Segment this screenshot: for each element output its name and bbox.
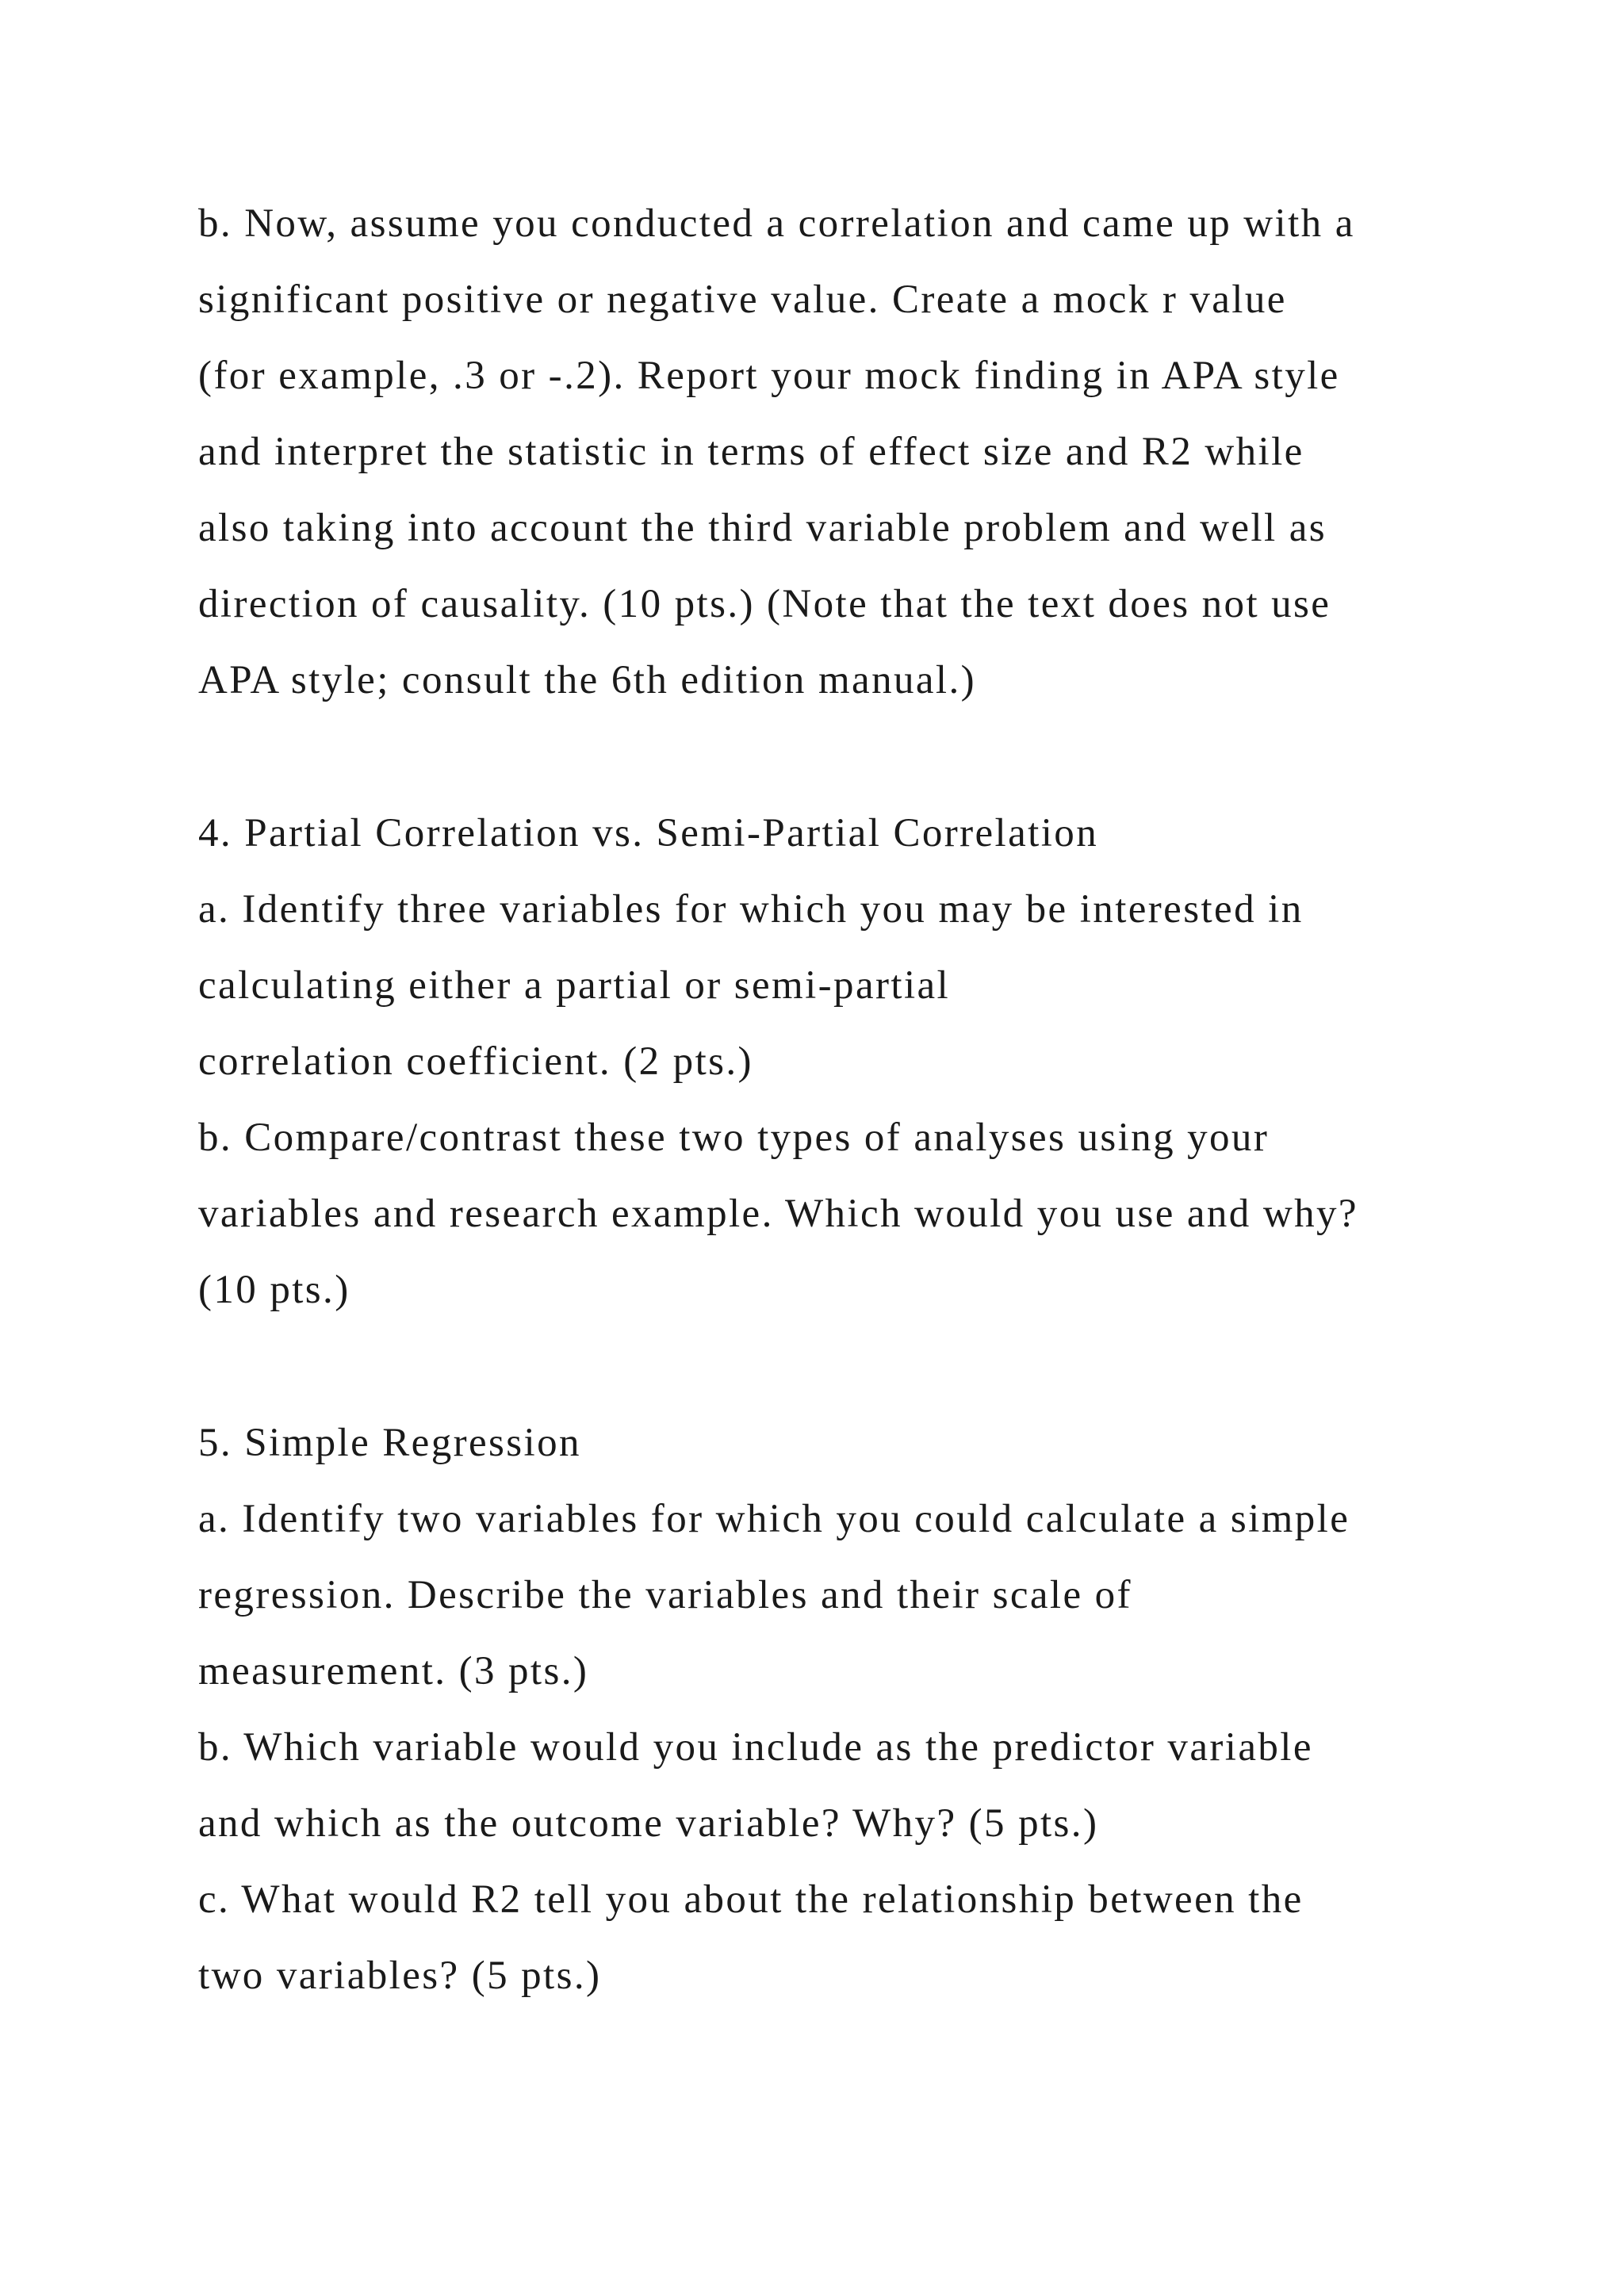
text-line: b. Which variable would you include as the predictor variable <box>198 1725 1313 1770</box>
text-line: significant positive or negative value. Create a mock r value <box>198 277 1287 322</box>
text-line: also taking into account the third variable problem and well as <box>198 506 1327 550</box>
text-line: (10 pts.) <box>198 1268 350 1312</box>
text-line: correlation coefficient. (2 pts.) <box>198 1039 753 1084</box>
text-line: a. Identify three variables for which you may be interested in <box>198 887 1304 932</box>
text-line: calculating either a partial or semi-partial <box>198 963 951 1008</box>
text-line: two variables? (5 pts.) <box>198 1954 602 1998</box>
text-line: APA style; consult the 6th edition manual.) <box>198 658 977 702</box>
text-line: b. Compare/contrast these two types of analyses using your <box>198 1115 1270 1160</box>
text-line: and which as the outcome variable? Why? (5 pts.) <box>198 1801 1099 1846</box>
text-line: b. Now, assume you conducted a correlation and came up with a <box>198 201 1355 246</box>
section-heading-partial-correlation: 4. Partial Correlation vs. Semi-Partial Correlation <box>198 811 1099 855</box>
text-line: a. Identify two variables for which you could calculate a simple <box>198 1497 1350 1541</box>
text-line: (for example, .3 or -.2). Report your mock finding in APA style <box>198 354 1340 398</box>
text-line: direction of causality. (10 pts.) (Note that the text does not use <box>198 582 1331 626</box>
text-line: c. What would R2 tell you about the relationship between the <box>198 1877 1304 1922</box>
text-line: variables and research example. Which would you use and why? <box>198 1192 1358 1236</box>
text-line: measurement. (3 pts.) <box>198 1649 589 1693</box>
text-line: and interpret the statistic in terms of effect size and R2 while <box>198 430 1304 474</box>
section-heading-simple-regression: 5. Simple Regression <box>198 1421 581 1465</box>
text-line: regression. Describe the variables and their scale of <box>198 1573 1132 1617</box>
